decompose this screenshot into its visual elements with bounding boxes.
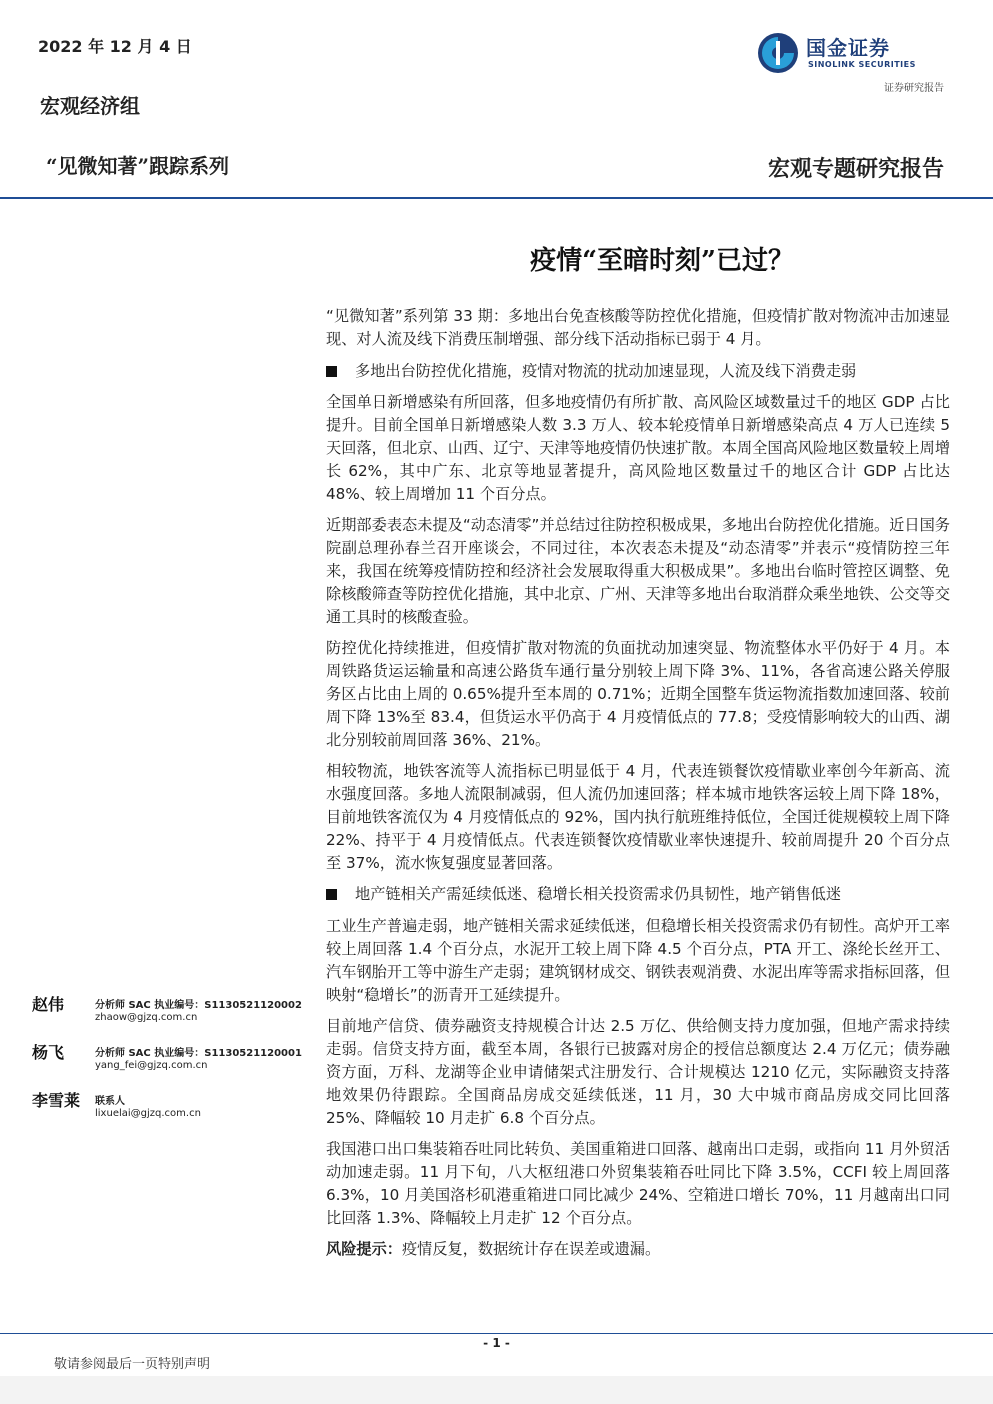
paragraph: 全国单日新增感染有所回落，但多地疫情仍有所扩散、高风险区域数量过千的地区 GDP 占比提升。目前全国单日新增感染人数 3.3 万人、较本轮疫情单日新增感染高点 4 万人已连续 5 天回落，但北京、山西、辽宁、天津等地疫情仍快速扩散。本周全国高风险地区数量较上周增长 62%，其中广东、北京等地显著提升，高风险地区数量过千的地区合计 GDP 占比达 48%、较上周增加 11 个百分点。 xyxy=(326,393,950,503)
section-heading xyxy=(326,360,950,383)
paragraph: 防控优化持续推进，但疫情扩散对物流的负面扰动加速突显、物流整体水平仍好于 4 月。本周铁路货运运输量和高速公路货车通行量分别较上周下降 3%、11%，各省高速公路关停服务区占比由上周的 0.65%提升至本周的 0.71%；近期全国整车货运物流指数加速回落、较前周下降 13%至 83.4，但货运水平仍高于 4 月疫情低点的 77.8；受疫情影响较大的山西、湖北分别较前周回落 36%、21%。 xyxy=(326,639,950,749)
logo-text-cn: 国金证券 xyxy=(806,36,890,60)
section-heading-text: 地产链相关产需延续低迷、稳增长相关投资需求仍具韧性，地产销售低迷 xyxy=(355,885,841,904)
intro-paragraph: “见微知著”系列第 33 期：多地出台免查核酸等防控优化措施，但疫情扩散对物流冲击加速显现、对人流及线下消费压制增强、部分线下活动指标已弱于 4 月。 xyxy=(326,307,950,348)
report-date: 2022 年 12 月 4 日 xyxy=(38,37,192,56)
analyst-entry xyxy=(32,1088,312,1136)
series-name: “见微知著”跟踪系列 xyxy=(46,154,230,178)
analyst-entry xyxy=(32,1040,312,1088)
report-category: 证券研究报告 xyxy=(884,83,944,94)
footer-divider xyxy=(0,1333,993,1334)
analyst-name: 杨飞 xyxy=(32,1043,65,1062)
analyst-entry xyxy=(32,992,312,1040)
risk-label: 风险提示： xyxy=(326,1240,402,1259)
paragraph: 工业生产普遍走弱，地产链相关需求延续低迷，但稳增长相关投资需求仍有韧性。高炉开工率较上周回落 1.4 个百分点，水泥开工较上周下降 4.5 个百分点，PTA 开工、涤纶长丝开工、汽车钢胎开工等中游生产走弱；建筑钢材成交、钢铁表观消费、水泥出库等需求指标回落，但映射“稳增长”的沥青开工延续提升。 xyxy=(326,917,950,1004)
bullet-square-icon xyxy=(326,366,337,377)
analyst-name: 李雪莱 xyxy=(32,1091,81,1110)
analyst-email[interactable]: lixuelai@gjzq.com.cn xyxy=(95,1108,201,1119)
report-body xyxy=(326,305,950,1270)
report-type: 宏观专题研究报告 xyxy=(767,156,944,182)
analyst-list xyxy=(32,992,312,1136)
analyst-role: 分析师 SAC 执业编号：S1130521120001 xyxy=(95,1048,302,1059)
paragraph: 我国港口出口集装箱吞吐同比转负、美国重箱进口回落、越南出口走弱，或指向 11 月外贸活动加速走弱。11 月下旬，八大枢纽港口外贸集装箱吞吐同比下降 3.5%，CCFI 较上周回落 6.3%，10 月美国洛杉矶港重箱进口同比减少 24%、空箱进口增长 70%，11 月越南出口同比回落 1.3%、降幅较上月走扩 12 个百分点。 xyxy=(326,1140,950,1227)
analyst-email[interactable]: zhaow@gjzq.com.cn xyxy=(95,1012,198,1023)
risk-warning xyxy=(326,1238,950,1261)
logo-emblem-icon xyxy=(756,31,800,75)
analyst-email[interactable]: yang_fei@gjzq.com.cn xyxy=(95,1060,208,1071)
analyst-role: 分析师 SAC 执业编号：S1130521120002 xyxy=(95,1000,302,1011)
bullet-square-icon xyxy=(326,889,337,900)
section-heading-text: 多地出台防控优化措施，疫情对物流的扰动加速显现，人流及线下消费走弱 xyxy=(355,361,857,380)
risk-text: 疫情反复，数据统计存在误差或遗漏。 xyxy=(401,1240,661,1259)
disclaimer-note: 敬请参阅最后一页特别声明 xyxy=(54,1357,211,1372)
header-divider xyxy=(0,197,993,199)
page-number: - 1 - xyxy=(483,1336,510,1350)
bottom-bar xyxy=(0,1376,993,1404)
paragraph: 目前地产信贷、债券融资支持规模合计达 2.5 万亿、供给侧支持力度加强，但地产需求持续走弱。信贷支持方面，截至本周，各银行已披露对房企的授信总额度达 2.4 万亿元；债券融资方面，万科、龙湖等企业申请储架式注册发行、合计规模达 1210 亿元，实际融资支持落地效果仍待跟踪。全国商品房成交延续低迷，11 月，30 大中城市商品房成交同比回落 25%、降幅较 10 月走扩 6.8 个百分点。 xyxy=(326,1017,950,1127)
analyst-role: 联系人 xyxy=(95,1096,125,1107)
section-heading xyxy=(326,883,950,906)
report-title: 疫情“至暗时刻”已过？ xyxy=(530,246,794,276)
research-group: 宏观经济组 xyxy=(40,94,140,118)
analyst-name: 赵伟 xyxy=(32,995,65,1014)
logo-text-en: SINOLINK SECURITIES xyxy=(808,60,916,69)
paragraph: 相较物流，地铁客流等人流指标已明显低于 4 月，代表连锁餐饮疫情歇业率创今年新高、流水强度回落。多地人流限制减弱，但人流仍加速回落；样本城市地铁客运较上周下降 18%，目前地铁客流仅为 4 月疫情低点的 92%，国内执行航班维持低位，全国迁徙规模较上周下降 22%、持平于 4 月疫情低点。代表连锁餐饮疫情歇业率快速提升、较前周提升 20 个百分点至 37%，流水恢复强度显著回落。 xyxy=(326,762,950,872)
company-logo xyxy=(756,30,944,76)
paragraph: 近期部委表态未提及“动态清零”并总结过往防控积极成果，多地出台防控优化措施。近日国务院副总理孙春兰召开座谈会，不同过往，本次表态未提及“动态清零”并表示“疫情防控三年来，我国在统筹疫情防控和经济社会发展取得重大积极成果”。多地出台临时管控区调整、免除核酸筛查等防控优化措施，其中北京、广州、天津等多地出台取消群众乘坐地铁、公交等交通工具时的核酸查验。 xyxy=(326,516,950,626)
